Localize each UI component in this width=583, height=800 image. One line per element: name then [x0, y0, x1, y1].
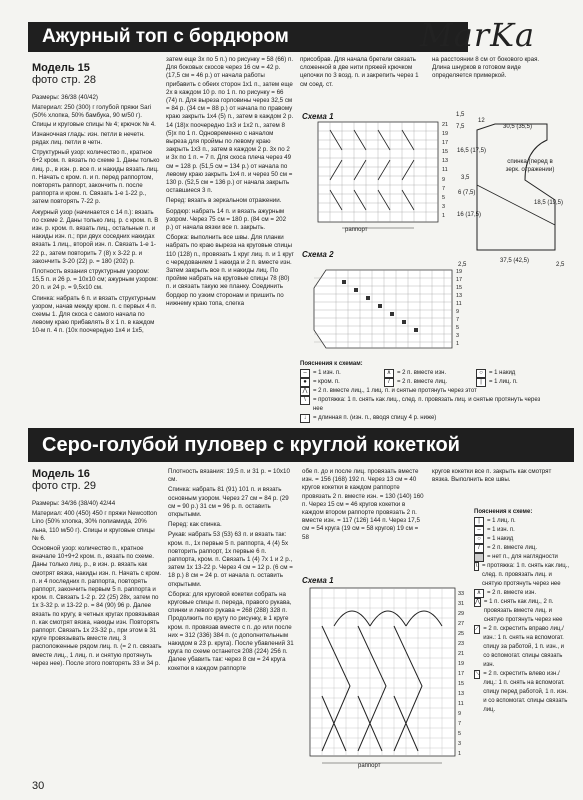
row-number: 17	[458, 671, 465, 677]
row-number: 1	[442, 212, 446, 219]
dim-label: 37,5 (42,5)	[500, 258, 530, 264]
row-number: 5	[456, 325, 460, 331]
row-number: 13	[442, 158, 449, 165]
dim-label: 30,5 (35,5)	[503, 124, 533, 130]
purl-icon: –	[300, 369, 310, 378]
paragraph: Перед: вязать в зеркальном отражении.	[166, 197, 282, 205]
row-number: 11	[442, 167, 448, 174]
cross-right-icon: ⟋	[475, 626, 480, 632]
legend-item: = 1 лиц. п.	[489, 379, 518, 385]
legend-item: = 2 п. вместе изн.	[487, 590, 537, 596]
paragraph: Рукав: набрать 53 (53) 63 п. и вязать так: кром. п., 1х первые 5 п. раппорта, 4 (4) 5х повторить раппорт, 1х первые 6 п. раппорта, кром. п. Связать 1 (4) 7х 1 и 2 р., затем 1х 13-22 р. Через 4 см = 12 р. (6 см = 18 р.) 8 см = 24 р. от начала п. оставить открытыми.	[168, 531, 293, 588]
dim-label: 7,5	[456, 124, 465, 130]
k2tog-purl-icon: ∧	[384, 369, 394, 378]
dim-label: 16,5 (17,5)	[457, 148, 487, 154]
legend-title: Пояснения к схеме:	[474, 509, 533, 515]
purl-icon: –	[474, 526, 484, 535]
rapport-label: раппорт	[358, 763, 381, 769]
dim-label: 2,5	[556, 262, 565, 268]
legend-item: = 2 п. вместе лиц.	[487, 545, 537, 551]
row-number: 11	[458, 701, 464, 707]
pattern-label: спинка (перед в зерк. отражении)	[505, 158, 555, 174]
ssk-icon: \	[475, 563, 478, 569]
article2-col4	[432, 468, 552, 486]
dim-label: 1,5	[456, 112, 465, 118]
legend-item: = 2 п. скрестить влево изн./лиц.: 1 п. снять на вспомогат. спицу перед работой, 1 п. изн. и со вспомогат. спицы связать лиц.	[483, 671, 568, 713]
dim-label: 12	[478, 118, 485, 124]
row-number: 15	[456, 285, 463, 291]
paragraph: затем еще 3х по 5 п.) по рисунку = 58 (66) п. Для боковых скосов через 16 см = 42 р. (17,5 см = 46 р.) от начала работы прибавить с обеих сторон 1х1 п., затем еще 2х в каждом 10 р. по 1 п. по рисунку = 66 (74) п. Для выреза горловины через 32,5 см = 84 р. (34 см = 88 р.) от начала по правому краю закрыть 1х4 (5) п., затем в каждом 2 р. 14 (18)х поочередно 1х3 и 1х2 п., затем 8 (5)х по 1 п. Одновременно с началом выреза для проймы по левому краю закрыть 1х3 п., затем в каждом 2 р. 3х по 2 и 3х по 1 п. = 7 п. Для скоса плеча через 49 см = 128 р. (51,5 см = 134 р.) от начала по левому краю закрыть 1х4 п. и через 50 см = 130 р. (52,5 см = 136 р.) от начала закрыть оставшиеся 3 п.	[166, 56, 294, 195]
sweater-chart	[300, 586, 460, 770]
row-number: 21	[442, 122, 449, 128]
k2tog-icon: /	[474, 544, 484, 553]
k2tog-pass-icon: ⋀	[300, 387, 310, 396]
row-number: 1	[458, 751, 462, 757]
row-number: 5	[442, 194, 446, 201]
yarn-over-icon: ○	[476, 369, 486, 378]
model-number: Модель 16	[32, 468, 90, 480]
paragraph: Перед: как спинка.	[168, 521, 222, 529]
article1-col3	[300, 56, 426, 91]
row-number: 11	[456, 301, 462, 307]
row-number: 9	[442, 176, 446, 183]
row-number: 25	[458, 631, 465, 637]
dim-label: 16 (17,5)	[457, 212, 482, 218]
legend-item: = кром. п.	[313, 379, 340, 385]
scheme-label: Схема 1	[302, 576, 334, 585]
scheme2-label: Схема 2	[302, 250, 334, 259]
structural-pattern: Структурный узор: количество п., кратное 6+2 кром. п. вязать по схеме 1. Даны только лиц. р., в изн. р. все п. и накиды вязать лиц. п. Начать с кром. п. и п. перед раппортом, повторять раппорт, закончить п. после раппорта и кром. п. Связать 1-е 1-22 р., затем повторять 7-22 р.	[32, 149, 160, 206]
paragraph: Бордюр: набрать 14 п. и вязать ажурным узором. Через 75 см = 180 р. (84 см = 202 р.) от начала вязки все п. закрыть.	[166, 207, 287, 232]
scheme1-chart	[300, 120, 460, 238]
article2-col1	[32, 468, 162, 670]
legend-item: = 2 п. вместе изн.	[397, 370, 447, 376]
logo: MarKa	[420, 16, 536, 54]
ssk-icon: \	[300, 396, 310, 405]
sweater-chart-row-numbers	[458, 589, 472, 759]
photo-ref: фото стр. 28	[32, 74, 97, 86]
row-number: 31	[458, 601, 465, 607]
paragraph: обе п. до и после лиц. провязать вместе изн. = 156 (168) 192 п. Через 13 см = 40 кругов кокетки в каждом раппорте провязать 2 п. вместе изн. = 130 (140) 160 п. Через 15 см = 46 кругов кокетки в каждом втором раппорте провязать 2 п. вместе изн. = 117 (126) 144 п. Через 17,5 см = 54 круга (19 см = 58 кругов) 19 см = 58	[302, 468, 424, 541]
paragraph: Сборка: выполнить все швы. Для планки набрать по краю выреза на круговые спицы 110 (128) п., провязать 1 круг лиц. п. и 1 круг с чередованием 1 накида и 2 п. вместе изн. Затем закрыть все п. и накиды лиц. По пройме набрать на круговые спицы 78 (80) п. и связать такую же планку. Соединить бордюр по узким сторонам и пришить по нижнему краю топа, слегка	[166, 234, 294, 307]
legend-item: = 1 накид	[489, 370, 516, 376]
row-number: 19	[442, 131, 449, 138]
row-number: 7	[442, 185, 446, 192]
legend-item: = 1 изн. п.	[487, 527, 515, 533]
row-number: 9	[456, 309, 460, 315]
edge-stitch-icon: ●	[300, 378, 310, 387]
row-number: 15	[458, 681, 465, 687]
legend-item: = протяжка: 1 п. снять как лиц., след. п. провязать лиц. и снятую протянуть через нее	[481, 563, 570, 587]
legend-item: = 1 изн. п.	[313, 370, 341, 376]
long-stitch-icon: ↓	[300, 414, 310, 423]
row-number: 9	[458, 711, 462, 717]
row-number: 17	[442, 140, 449, 147]
legend-item: = 2 п. скрестить вправо лиц./изн.: 1 п. снять на вспомогат. спицу за работой, 1 п. изн., и со вспомогат. спицы связать изн.	[483, 626, 565, 668]
legend-item: = длинная п. (изн. п., вводя спицу 4 р. ниже)	[313, 415, 437, 421]
article2-col2	[168, 468, 296, 675]
paragraph: присобрав. Для начала бретели связать сложенной в две нити пряжей крючком цепочки по 3 возд. п. и закрепить через 1 см соед. ст.	[300, 56, 419, 88]
scheme1-row-numbers	[442, 121, 456, 221]
dim-label: 2,5	[458, 262, 467, 268]
dim-label: 3,5	[461, 175, 470, 181]
row-number: 3	[456, 333, 460, 339]
stitch-1: Изнаночная гладь: изн. петли в нечетн. рядах лиц. петли в четн.	[32, 130, 145, 147]
legend-item: = 1 лиц. п.	[487, 518, 516, 524]
legend-item: = нет п., для наглядности	[487, 554, 558, 560]
article1-legend	[300, 360, 550, 423]
scheme1-label: Схема 1	[302, 112, 334, 121]
row-number: 7	[458, 721, 462, 727]
legend-item: = 1 накид	[487, 536, 514, 542]
k2tog-purl-icon: ∧	[474, 589, 484, 598]
knit-icon: |	[476, 378, 486, 387]
legend-item: = 2 п. вместе лиц.	[397, 379, 447, 385]
row-number: 3	[442, 203, 446, 210]
row-number: 13	[456, 293, 463, 299]
legend-item: = 1 п. снять как лиц., 2 п. провязать вместе лиц. и снятую протянуть через нее	[483, 599, 563, 623]
row-number: 3	[458, 741, 462, 747]
gauge: Плотность вязания структурным узором: 15,5 п. и 26 р. = 10х10 см; ажурным узором: 20 п. и 24 р. = 9,5х10 см.	[32, 268, 159, 292]
paragraph: Плотность вязания: 19,5 п. и 31 р. = 10х10 см.	[168, 468, 290, 484]
row-number: 13	[458, 691, 465, 697]
row-number: 1	[456, 341, 460, 347]
sk2p-icon: ⋀	[475, 599, 480, 605]
article1-col4	[432, 56, 552, 83]
yarn-over-icon: ○	[474, 535, 484, 544]
dim-label: 6 (7,5)	[458, 190, 476, 196]
lace-pattern: Ажурный узор (начинается с 14 п.): вязать по схеме 2. Даны только лиц. р. с кром. п. В изн. р. кром. п. вязать лиц., остальные п. и накиды изн. п.; при двух соседних накидах вязать 1 лиц., второй изн. п. Связать 1-е 1-22 р., затем повторить 7 (8) х 3-22 р. и закончить 3-20 (22) р. = 180 (202) р.	[32, 208, 159, 265]
paragraph: кругов кокетки все п. закрыть как смотрят вязка. Выполнить все швы.	[432, 468, 552, 484]
paragraph: на расстоянии 8 см от бокового края. Длина шнурков в готовом виде определяется примеркой.	[432, 56, 540, 80]
row-number: 19	[458, 661, 465, 667]
article1-col2	[166, 56, 294, 310]
back: Спинка: набрать 6 п. и вязать структурным узором, начав между кром. п. с первых 4 п. схемы 1. Для скоса с самого начала по левому краю прибавлять 8 х 1 п. в каждом 10-м п. 4 п. (10х поочередно 1х4 и 1х5,	[32, 294, 157, 335]
row-number: 7	[456, 317, 460, 323]
page-number: 30	[32, 780, 45, 792]
row-number: 5	[458, 731, 462, 737]
knit-icon: |	[474, 517, 484, 526]
row-number: 15	[442, 149, 449, 156]
no-stitch-icon	[474, 553, 484, 562]
row-number: 17	[456, 277, 463, 283]
k2tog-icon: /	[384, 378, 394, 387]
article1-title: Ажурный топ с бордюром	[28, 22, 468, 52]
legend-item: = протяжка: 1 п. снять как лиц., след. п. провязать лиц. и снятые протянуть через нее	[312, 397, 541, 412]
cross-left-icon: ⟍	[475, 671, 480, 677]
legend-title: Пояснения к схемам:	[300, 361, 363, 367]
materials: Материал: 250 (300) г голубой пряжи Sari (50% хлопка, 50% бамбука, 90 м/50 г). Спицы и круговые спицы № 4; крючок № 4.	[32, 104, 156, 128]
model-number: Модель 15	[32, 62, 90, 74]
rapport-label: раппорт	[345, 227, 368, 233]
article2-legend	[474, 508, 570, 715]
sizes: Размеры: 34/36 (38/40) 42/44	[32, 500, 116, 507]
main-pattern: Основной узор: количество п., кратное вначале 10+9+2 кром. п., вязать по схеме. Даны только лиц. р., в изн. р. вязать как смотрят вязка, накиды изн. п. Начать с кром. п. и 4 последних п. раппорта, повторять раппорт, закончить первым 5 п. раппорта и кром. п. Связать 1-2 р. 22 (25) 28х, затем по 1х 3-32 р. и 13-22 р. = 84 (90) 96 р. Далее вязать по кругу, в четных кругах провязывая п. как смотрят вязка, накиды изн. Повторять раппорт. Связать 1х 23-32 р., при этом в 31 круге провязывать вместе лиц. 3 расположенные рядом лиц. п. (= 2 п. связать вместе лиц., 1 лиц. п. и снятую протянуть через нее). После этого повторять 33 и 34 р.	[32, 545, 162, 667]
row-number: 29	[458, 611, 465, 617]
row-number: 27	[458, 621, 465, 627]
row-number: 33	[458, 591, 465, 597]
legend-item: = 2 п. вместе лиц., 1 лиц. п. и снятые протянуть через этот	[313, 388, 477, 394]
photo-ref: фото стр. 29	[32, 480, 97, 492]
article2-col3	[302, 468, 426, 544]
paragraph: Сборка: для круговой кокетки собрать на круговые спицы п. переда, правого рукава, спинки и левого рукава = 268 (288) 328 п. Продолжить по кругу по рисунку, в 1 круге кром. п. провязав вместе с п. до или после них = 312 (336) 384 п. (с дополнительным накидом в 23 р. круга). После убавлений 31 круга по схеме останется 208 (224) 256 п. Далее убавить так: через 8 см = 24 круга кокетки в каждом раппорте	[168, 590, 294, 672]
row-number: 21	[458, 651, 465, 657]
article1-col1	[32, 62, 160, 338]
row-number: 19	[456, 269, 463, 275]
paragraph: Спинка: набрать 81 (91) 101 п. и вязать основным узором. Через 27 см = 84 р. (29 см = 90 р.) 31 см = 96 р. п. оставить открытыми.	[168, 486, 289, 519]
dim-label: 18,5 (19,5)	[534, 200, 564, 206]
scheme2-chart	[302, 260, 477, 352]
sizes: Размеры: 36/38 (40/42)	[32, 94, 98, 101]
row-number: 23	[458, 641, 465, 647]
materials: Материал: 400 (450) 450 г пряжи Newcotton Lino (50% хлопка, 30% полиамида, 20% льна, 110 м/50 г). Спицы и круговые спицы № 6.	[32, 510, 157, 542]
article2-title: Серо-голубой пуловер с круглой кокеткой	[28, 428, 574, 462]
scheme2-row-numbers	[456, 268, 470, 348]
